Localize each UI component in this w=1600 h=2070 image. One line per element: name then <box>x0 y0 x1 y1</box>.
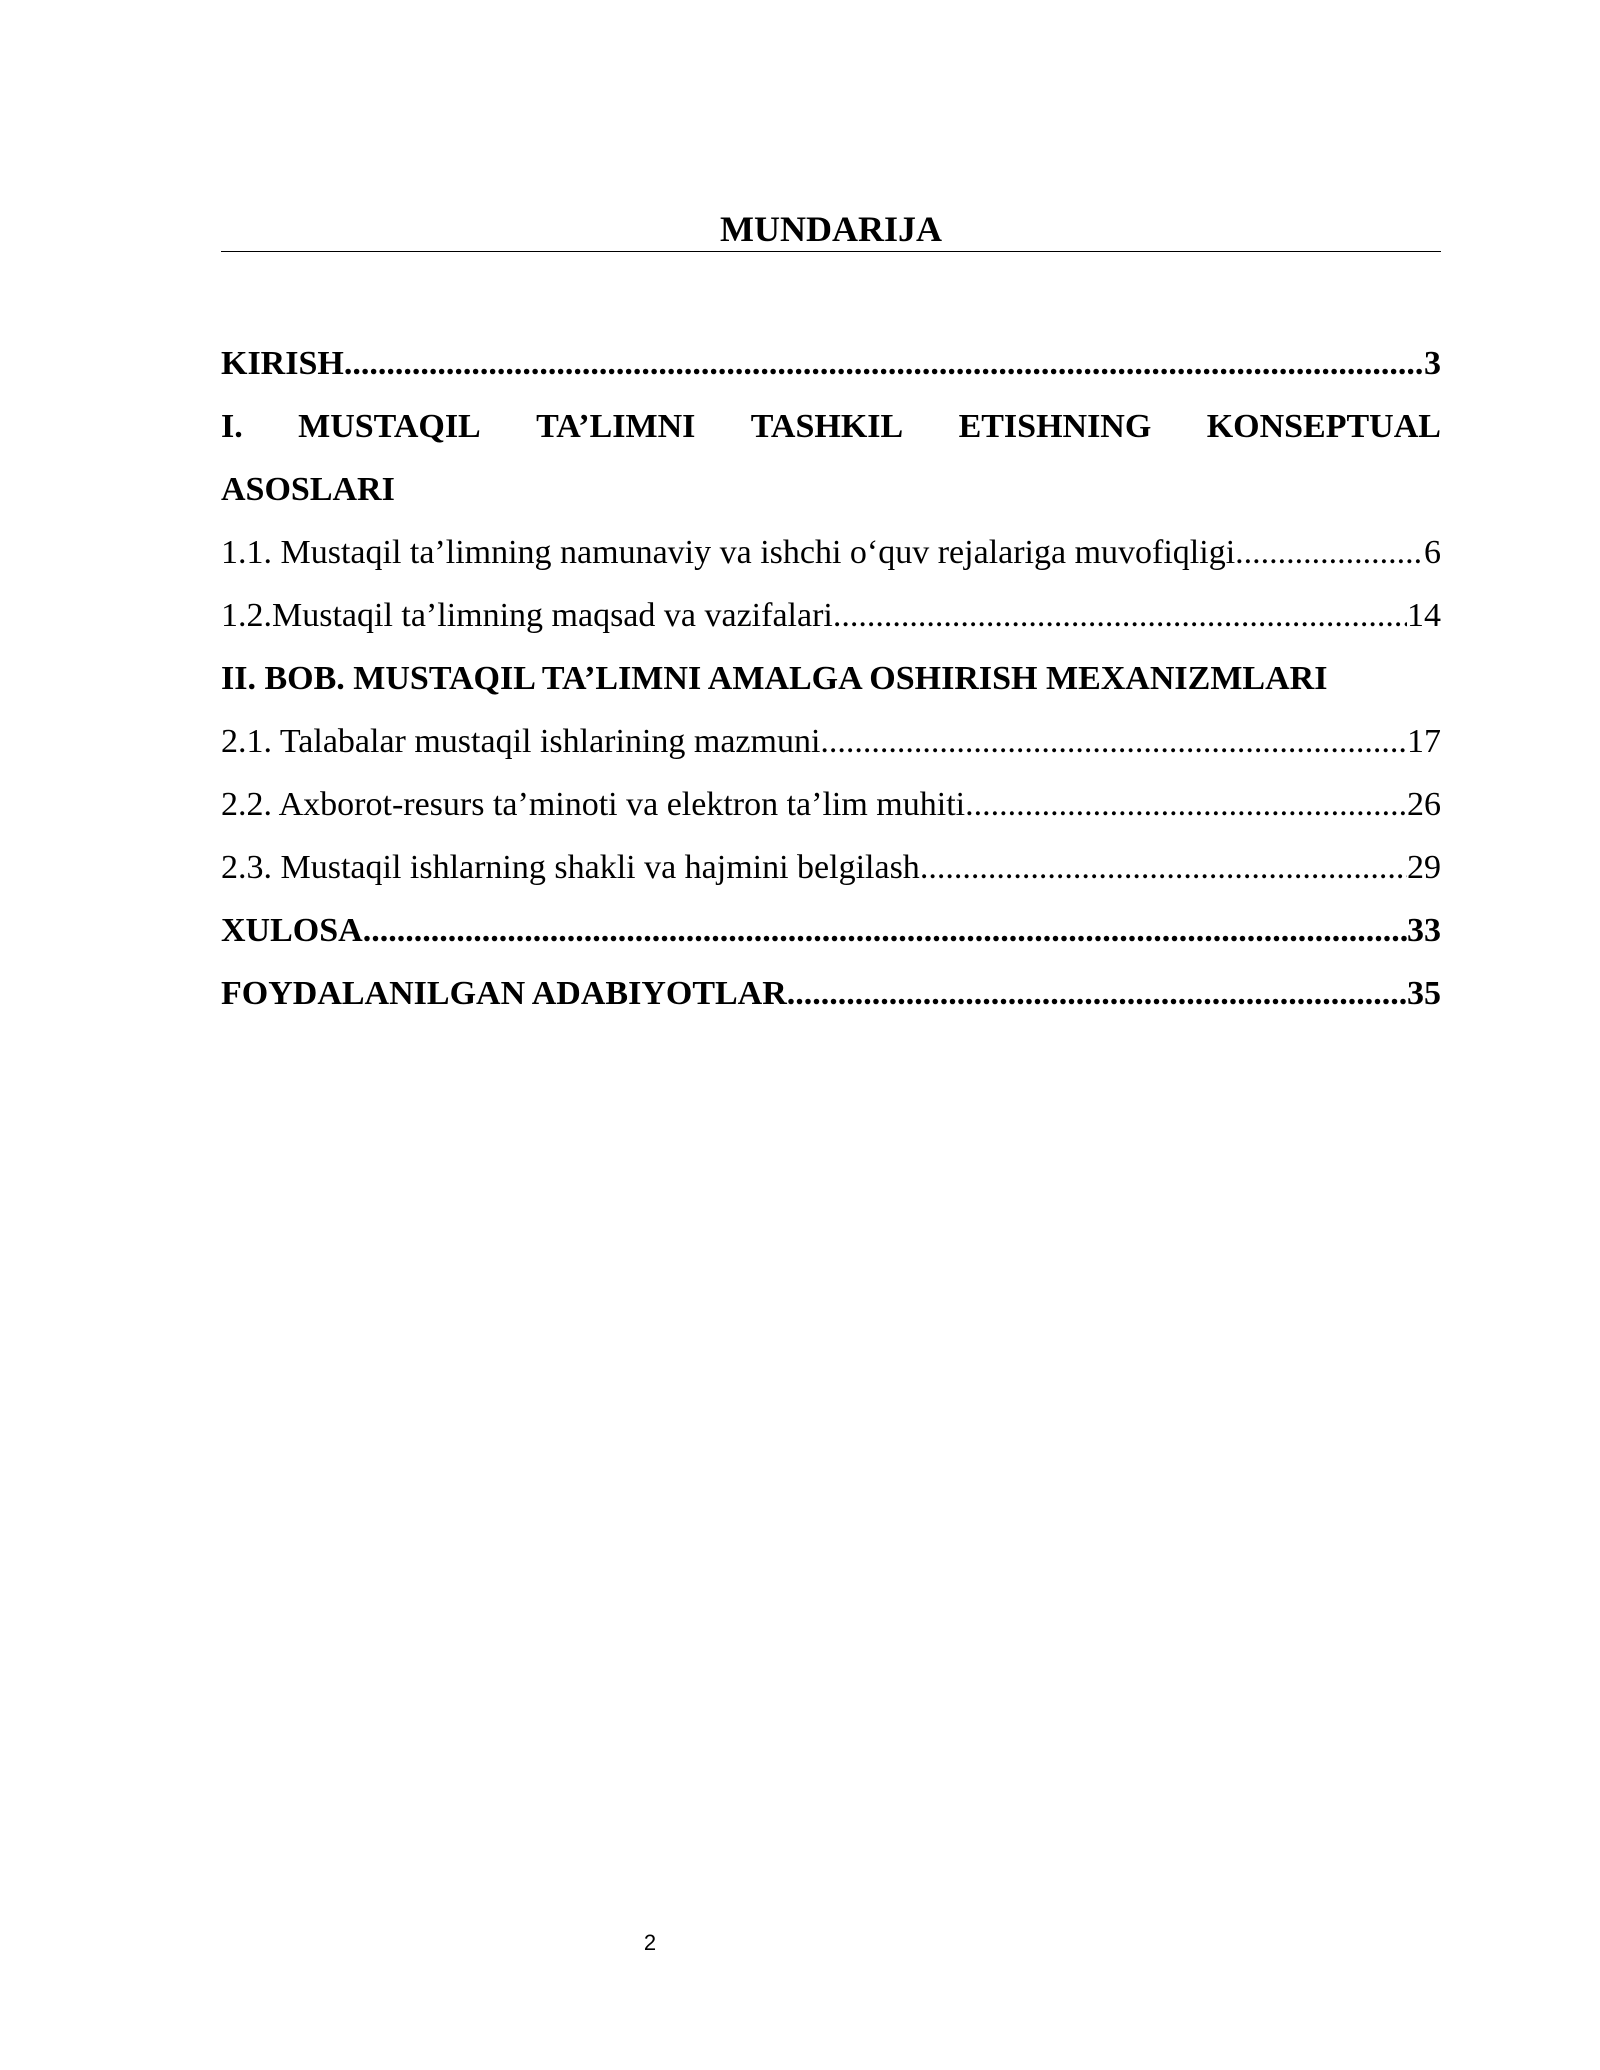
page-title: MUNDARIJA <box>720 209 942 249</box>
heading-word: TASHKIL <box>750 408 904 445</box>
dot-leader <box>920 836 1407 899</box>
dot-leader <box>363 899 1407 962</box>
heading-word: KONSEPTUAL <box>1206 408 1441 445</box>
toc-entry-page: 26 <box>1407 786 1441 823</box>
toc-entry-label: 2.2. Axborot-resurs ta’minoti va elektron ta’lim muhiti <box>221 786 966 823</box>
toc-entry-label: II. BOB. MUSTAQIL TA’LIMNI AMALGA OSHIRISH MEXANIZMLARI <box>221 660 1328 697</box>
toc-entry-2-3[interactable] <box>221 836 1441 899</box>
toc-entry-page: 17 <box>1407 723 1441 760</box>
toc-entry-page: 3 <box>1424 345 1441 382</box>
toc-entry-label: XULOSA <box>221 912 363 949</box>
heading-word: I. <box>221 408 243 445</box>
toc-entry-chapter-1[interactable] <box>221 395 1441 458</box>
toc-entry-label: 1.1. Mustaqil ta’limning namunaviy va ishchi o‘quv rejalariga muvofiqligi <box>221 534 1236 571</box>
toc-entry-2-2[interactable] <box>221 773 1441 836</box>
toc-entry-adabiyotlar[interactable] <box>221 962 1441 1025</box>
heading-word: TA’LIMNI <box>536 408 696 445</box>
heading-word: ETISHNING <box>958 408 1152 445</box>
toc-entry-page: 35 <box>1407 975 1441 1012</box>
dot-leader <box>787 962 1407 1025</box>
dot-leader <box>344 332 1424 395</box>
dot-leader <box>1235 521 1424 584</box>
toc-entry-page: 14 <box>1407 597 1441 634</box>
toc-entry-kirish[interactable] <box>221 332 1441 395</box>
toc-entry-1-1[interactable] <box>221 521 1441 584</box>
toc-entry-label: FOYDALANILGAN ADABIYOTLAR <box>221 975 787 1012</box>
toc-entry-label: 2.1. Talabalar mustaqil ishlarining mazmuni <box>221 723 821 760</box>
toc-entry-chapter-1-continued: ASOSLARI <box>221 471 395 508</box>
title-underline <box>221 251 1441 252</box>
toc-entry-page: 6 <box>1424 534 1441 571</box>
toc-entry-xulosa[interactable] <box>221 899 1441 962</box>
toc-entry-chapter-2[interactable] <box>221 647 1441 710</box>
toc-entry-label: KIRISH <box>221 345 344 382</box>
toc-entry-page: 33 <box>1407 912 1441 949</box>
dot-leader <box>820 710 1407 773</box>
dot-leader <box>965 773 1407 836</box>
dot-leader <box>833 584 1407 647</box>
page-number: 2 <box>643 1930 657 1955</box>
toc-entry-1-2[interactable] <box>221 584 1441 647</box>
table-of-contents <box>221 332 1441 1025</box>
toc-entry-label: 1.2.Mustaqil ta’limning maqsad va vazifalari <box>221 597 833 634</box>
toc-entry-page: 29 <box>1407 849 1441 886</box>
toc-entry-label: 2.3. Mustaqil ishlarning shakli va hajmini belgilash <box>221 849 920 886</box>
heading-word: MUSTAQIL <box>298 408 481 445</box>
toc-entry-2-1[interactable] <box>221 710 1441 773</box>
